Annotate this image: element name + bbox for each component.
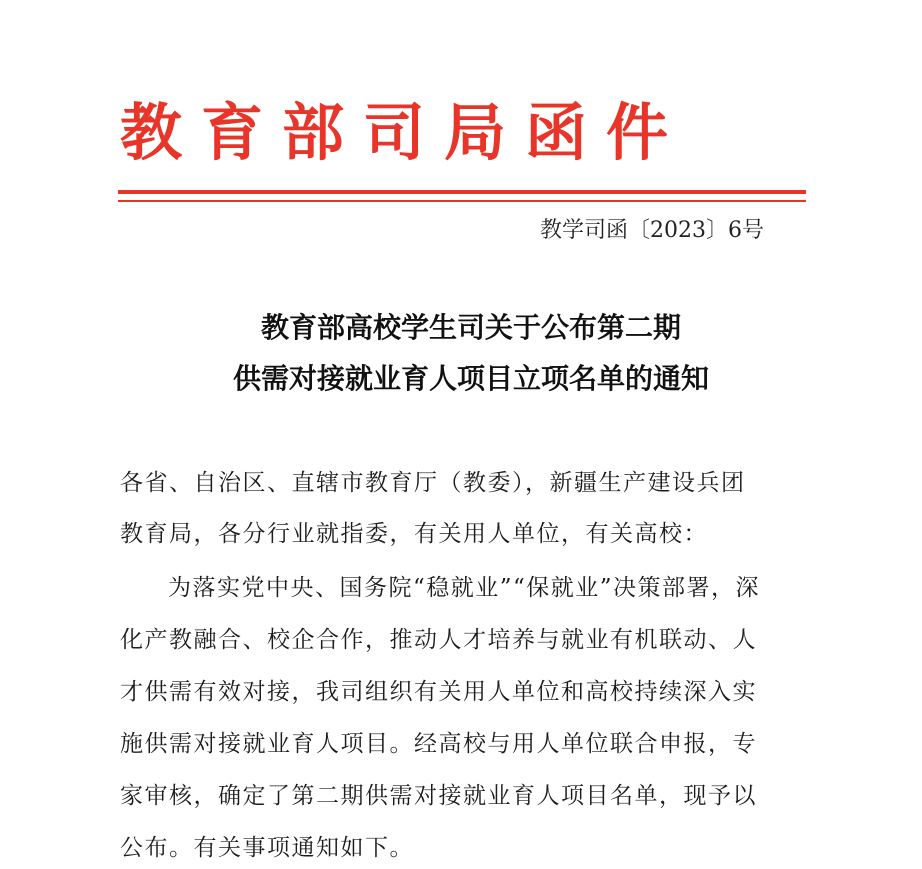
paragraph-line: 为落实党中央、国务院“稳就业”“保就业”决策部署，深 — [168, 575, 761, 601]
addressee-line-1: 各省、自治区、直辖市教育厅（教委），新疆生产建设兵团 — [120, 470, 746, 496]
notice-title-line-1: 教育部高校学生司关于公布第二期 — [260, 311, 681, 344]
paragraph-line: 才供需有效对接，我司组织有关用人单位和高校持续深入实 — [120, 679, 757, 705]
document-number: 教学司函〔2023〕6号 — [540, 218, 764, 243]
paragraph-line: 施供需对接就业育人项目。经高校与用人单位联合申报，专 — [120, 731, 757, 757]
paragraph-line: 公布。有关事项通知如下。 — [120, 835, 414, 861]
letterhead-rule-thin — [118, 200, 806, 202]
addressee-line-2: 教育局，各分行业就指委，有关用人单位，有关高校： — [120, 521, 708, 547]
paragraph-line: 化产教融合、校企合作，推动人才培养与就业有机联动、人 — [120, 627, 757, 653]
letterhead-rule-thick — [118, 190, 806, 194]
notice-title-line-2: 供需对接就业育人项目立项名单的通知 — [232, 362, 709, 395]
letterhead-title: 教育部司局函件 — [120, 96, 688, 169]
paragraph-line: 家审核，确定了第二期供需对接就业育人项目名单，现予以 — [120, 783, 757, 809]
